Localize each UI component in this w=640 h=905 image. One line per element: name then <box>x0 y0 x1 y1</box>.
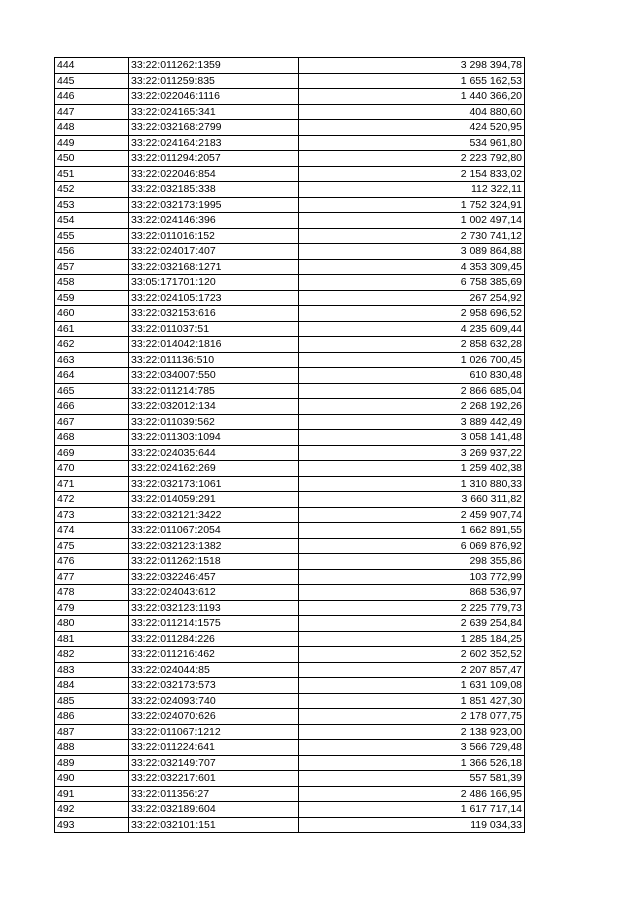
table-row <box>55 600 525 616</box>
table-row <box>55 647 525 663</box>
row-number-cell: 490 <box>55 771 129 787</box>
value-cell: 1 631 109,08 <box>299 678 525 694</box>
row-number-cell: 475 <box>55 538 129 554</box>
row-number-cell: 467 <box>55 414 129 430</box>
row-number-cell: 445 <box>55 73 129 89</box>
row-number-cell: 471 <box>55 476 129 492</box>
row-number-cell: 460 <box>55 306 129 322</box>
table-row <box>55 476 525 492</box>
cadastral-number-cell: 33:22:024044:85 <box>129 662 299 678</box>
value-cell: 1 851 427,30 <box>299 693 525 709</box>
cadastral-number-cell: 33:22:032189:604 <box>129 802 299 818</box>
cadastral-number-cell: 33:22:011303:1094 <box>129 430 299 446</box>
value-cell: 2 866 685,04 <box>299 383 525 399</box>
value-cell: 3 566 729,48 <box>299 740 525 756</box>
table-row <box>55 616 525 632</box>
cadastral-number-cell: 33:22:032173:573 <box>129 678 299 694</box>
value-cell: 868 536,97 <box>299 585 525 601</box>
cadastral-number-cell: 33:22:024146:396 <box>129 213 299 229</box>
value-cell: 2 486 166,95 <box>299 786 525 802</box>
row-number-cell: 484 <box>55 678 129 694</box>
row-number-cell: 446 <box>55 89 129 105</box>
cadastral-number-cell: 33:22:011016:152 <box>129 228 299 244</box>
cadastral-number-cell: 33:22:032217:601 <box>129 771 299 787</box>
table-row <box>55 120 525 136</box>
row-number-cell: 469 <box>55 445 129 461</box>
cadastral-number-cell: 33:22:011356:27 <box>129 786 299 802</box>
value-cell: 1 617 717,14 <box>299 802 525 818</box>
value-cell: 3 269 937,22 <box>299 445 525 461</box>
cadastral-number-cell: 33:22:024165:341 <box>129 104 299 120</box>
table-row <box>55 58 525 74</box>
row-number-cell: 447 <box>55 104 129 120</box>
row-number-cell: 476 <box>55 554 129 570</box>
value-cell: 534 961,80 <box>299 135 525 151</box>
row-number-cell: 482 <box>55 647 129 663</box>
value-cell: 2 459 907,74 <box>299 507 525 523</box>
row-number-cell: 481 <box>55 631 129 647</box>
row-number-cell: 493 <box>55 817 129 833</box>
value-cell: 1 662 891,55 <box>299 523 525 539</box>
table-row <box>55 631 525 647</box>
row-number-cell: 444 <box>55 58 129 74</box>
row-number-cell: 488 <box>55 740 129 756</box>
cadastral-number-cell: 33:22:011262:1359 <box>129 58 299 74</box>
table-row <box>55 290 525 306</box>
table-row <box>55 89 525 105</box>
row-number-cell: 464 <box>55 368 129 384</box>
table-row <box>55 569 525 585</box>
cadastral-number-cell: 33:22:011214:1575 <box>129 616 299 632</box>
cadastral-number-cell: 33:22:011039:562 <box>129 414 299 430</box>
table-row <box>55 151 525 167</box>
row-number-cell: 454 <box>55 213 129 229</box>
table-row <box>55 507 525 523</box>
table-row <box>55 492 525 508</box>
value-cell: 1 655 162,53 <box>299 73 525 89</box>
table-row <box>55 523 525 539</box>
row-number-cell: 473 <box>55 507 129 523</box>
row-number-cell: 483 <box>55 662 129 678</box>
row-number-cell: 489 <box>55 755 129 771</box>
value-cell: 557 581,39 <box>299 771 525 787</box>
value-cell: 2 154 833,02 <box>299 166 525 182</box>
table-row <box>55 461 525 477</box>
table-row <box>55 445 525 461</box>
cadastral-number-cell: 33:22:032168:2799 <box>129 120 299 136</box>
row-number-cell: 479 <box>55 600 129 616</box>
table-row <box>55 306 525 322</box>
table-row <box>55 693 525 709</box>
row-number-cell: 452 <box>55 182 129 198</box>
cadastral-number-cell: 33:22:032123:1193 <box>129 600 299 616</box>
value-cell: 3 660 311,82 <box>299 492 525 508</box>
row-number-cell: 486 <box>55 709 129 725</box>
value-cell: 2 138 923,00 <box>299 724 525 740</box>
table-row <box>55 554 525 570</box>
table-row <box>55 771 525 787</box>
row-number-cell: 485 <box>55 693 129 709</box>
value-cell: 3 298 394,78 <box>299 58 525 74</box>
row-number-cell: 474 <box>55 523 129 539</box>
value-cell: 424 520,95 <box>299 120 525 136</box>
table-row <box>55 678 525 694</box>
row-number-cell: 465 <box>55 383 129 399</box>
value-cell: 1 366 526,18 <box>299 755 525 771</box>
table-row <box>55 275 525 291</box>
table-row <box>55 724 525 740</box>
row-number-cell: 455 <box>55 228 129 244</box>
cadastral-number-cell: 33:22:032173:1061 <box>129 476 299 492</box>
cadastral-number-cell: 33:22:011294:2057 <box>129 151 299 167</box>
cadastral-number-cell: 33:22:014042:1816 <box>129 337 299 353</box>
row-number-cell: 456 <box>55 244 129 260</box>
cadastral-number-cell: 33:22:011216:462 <box>129 647 299 663</box>
cadastral-number-cell: 33:22:024070:626 <box>129 709 299 725</box>
row-number-cell: 453 <box>55 197 129 213</box>
cadastral-number-cell: 33:22:024035:644 <box>129 445 299 461</box>
value-cell: 2 602 352,52 <box>299 647 525 663</box>
table-row <box>55 786 525 802</box>
row-number-cell: 480 <box>55 616 129 632</box>
cadastral-number-cell: 33:22:032153:616 <box>129 306 299 322</box>
cadastral-number-cell: 33:22:011037:51 <box>129 321 299 337</box>
row-number-cell: 450 <box>55 151 129 167</box>
value-cell: 267 254,92 <box>299 290 525 306</box>
row-number-cell: 477 <box>55 569 129 585</box>
table-row <box>55 383 525 399</box>
row-number-cell: 468 <box>55 430 129 446</box>
cadastral-number-cell: 33:22:032173:1995 <box>129 197 299 213</box>
table-row <box>55 259 525 275</box>
value-cell: 404 880,60 <box>299 104 525 120</box>
cadastral-value-table <box>54 57 525 833</box>
table-row <box>55 228 525 244</box>
table-body <box>55 58 525 833</box>
table-row <box>55 368 525 384</box>
cadastral-number-cell: 33:22:024105:1723 <box>129 290 299 306</box>
row-number-cell: 472 <box>55 492 129 508</box>
value-cell: 3 089 864,88 <box>299 244 525 260</box>
row-number-cell: 470 <box>55 461 129 477</box>
cadastral-number-cell: 33:05:171701:120 <box>129 275 299 291</box>
value-cell: 112 322,11 <box>299 182 525 198</box>
table-row <box>55 135 525 151</box>
value-cell: 2 858 632,28 <box>299 337 525 353</box>
table-row <box>55 213 525 229</box>
value-cell: 119 034,33 <box>299 817 525 833</box>
row-number-cell: 478 <box>55 585 129 601</box>
cadastral-number-cell: 33:22:014059:291 <box>129 492 299 508</box>
cadastral-number-cell: 33:22:011284:226 <box>129 631 299 647</box>
value-cell: 610 830,48 <box>299 368 525 384</box>
row-number-cell: 451 <box>55 166 129 182</box>
row-number-cell: 462 <box>55 337 129 353</box>
table-row <box>55 73 525 89</box>
row-number-cell: 449 <box>55 135 129 151</box>
value-cell: 1 752 324,91 <box>299 197 525 213</box>
value-cell: 103 772,99 <box>299 569 525 585</box>
value-cell: 2 225 779,73 <box>299 600 525 616</box>
table-row <box>55 662 525 678</box>
table-row <box>55 352 525 368</box>
table-row <box>55 802 525 818</box>
row-number-cell: 466 <box>55 399 129 415</box>
cadastral-number-cell: 33:22:024164:2183 <box>129 135 299 151</box>
cadastral-number-cell: 33:22:022046:1116 <box>129 89 299 105</box>
value-cell: 2 730 741,12 <box>299 228 525 244</box>
cadastral-number-cell: 33:22:011259:835 <box>129 73 299 89</box>
table-row <box>55 430 525 446</box>
value-cell: 1 285 184,25 <box>299 631 525 647</box>
cadastral-number-cell: 33:22:011067:2054 <box>129 523 299 539</box>
cadastral-number-cell: 33:22:032012:134 <box>129 399 299 415</box>
value-cell: 298 355,86 <box>299 554 525 570</box>
value-cell: 2 223 792,80 <box>299 151 525 167</box>
value-cell: 2 207 857,47 <box>299 662 525 678</box>
table-row <box>55 399 525 415</box>
table-row <box>55 166 525 182</box>
cadastral-number-cell: 33:22:022046:854 <box>129 166 299 182</box>
cadastral-number-cell: 33:22:032149:707 <box>129 755 299 771</box>
table-row <box>55 740 525 756</box>
table-row <box>55 709 525 725</box>
row-number-cell: 459 <box>55 290 129 306</box>
row-number-cell: 461 <box>55 321 129 337</box>
value-cell: 2 639 254,84 <box>299 616 525 632</box>
value-cell: 3 058 141,48 <box>299 430 525 446</box>
cadastral-number-cell: 33:22:024162:269 <box>129 461 299 477</box>
table-row <box>55 104 525 120</box>
cadastral-number-cell: 33:22:032246:457 <box>129 569 299 585</box>
row-number-cell: 457 <box>55 259 129 275</box>
row-number-cell: 492 <box>55 802 129 818</box>
value-cell: 1 259 402,38 <box>299 461 525 477</box>
value-cell: 3 889 442,49 <box>299 414 525 430</box>
value-cell: 2 268 192,26 <box>299 399 525 415</box>
value-cell: 4 353 309,45 <box>299 259 525 275</box>
value-cell: 6 069 876,92 <box>299 538 525 554</box>
cadastral-number-cell: 33:22:011067:1212 <box>129 724 299 740</box>
table-row <box>55 244 525 260</box>
cadastral-number-cell: 33:22:024093:740 <box>129 693 299 709</box>
value-cell: 1 310 880,33 <box>299 476 525 492</box>
cadastral-number-cell: 33:22:024043:612 <box>129 585 299 601</box>
table-row <box>55 817 525 833</box>
table-row <box>55 585 525 601</box>
cadastral-number-cell: 33:22:032101:151 <box>129 817 299 833</box>
row-number-cell: 491 <box>55 786 129 802</box>
cadastral-number-cell: 33:22:011136:510 <box>129 352 299 368</box>
table-row <box>55 182 525 198</box>
cadastral-number-cell: 33:22:024017:407 <box>129 244 299 260</box>
cadastral-number-cell: 33:22:032121:3422 <box>129 507 299 523</box>
cadastral-number-cell: 33:22:011262:1518 <box>129 554 299 570</box>
value-cell: 4 235 609,44 <box>299 321 525 337</box>
table-row <box>55 755 525 771</box>
cadastral-number-cell: 33:22:032123:1382 <box>129 538 299 554</box>
cadastral-number-cell: 33:22:032185:338 <box>129 182 299 198</box>
table-row <box>55 337 525 353</box>
cadastral-number-cell: 33:22:034007:550 <box>129 368 299 384</box>
table-row <box>55 414 525 430</box>
row-number-cell: 448 <box>55 120 129 136</box>
value-cell: 1 026 700,45 <box>299 352 525 368</box>
value-cell: 2 958 696,52 <box>299 306 525 322</box>
table-row <box>55 321 525 337</box>
value-cell: 1 440 366,20 <box>299 89 525 105</box>
cadastral-number-cell: 33:22:011224:641 <box>129 740 299 756</box>
row-number-cell: 458 <box>55 275 129 291</box>
value-cell: 2 178 077,75 <box>299 709 525 725</box>
cadastral-number-cell: 33:22:011214:785 <box>129 383 299 399</box>
table-row <box>55 197 525 213</box>
row-number-cell: 463 <box>55 352 129 368</box>
value-cell: 1 002 497,14 <box>299 213 525 229</box>
table-row <box>55 538 525 554</box>
value-cell: 6 758 385,69 <box>299 275 525 291</box>
row-number-cell: 487 <box>55 724 129 740</box>
cadastral-number-cell: 33:22:032168:1271 <box>129 259 299 275</box>
